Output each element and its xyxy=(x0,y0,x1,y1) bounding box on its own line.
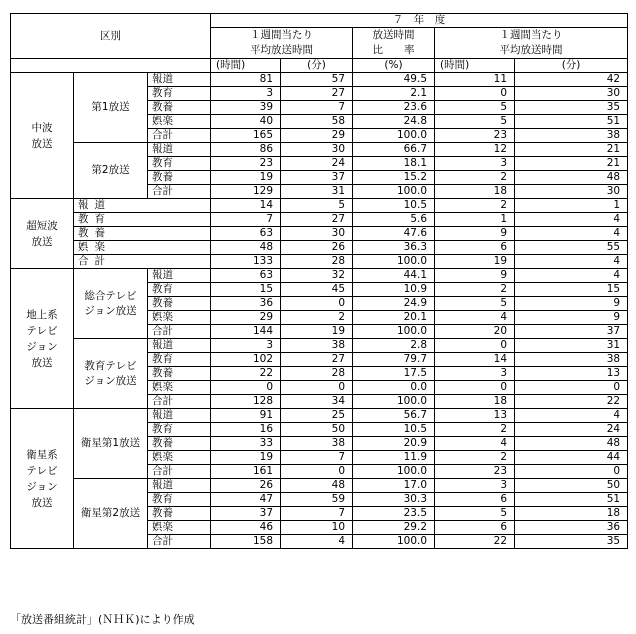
value-cell: 5 xyxy=(435,101,515,115)
section-label: 衛星系 テレビ ジョン 放送 xyxy=(11,409,74,549)
value-cell: 10.5 xyxy=(353,199,435,213)
section-label: 中波 放送 xyxy=(11,73,74,199)
value-cell: 23 xyxy=(435,465,515,479)
value-cell: 47.6 xyxy=(353,227,435,241)
header-avg-hours-2: １週間当たり 平均放送時間 xyxy=(435,28,628,59)
value-cell: 38 xyxy=(281,437,353,451)
value-cell: 2 xyxy=(435,283,515,297)
value-cell: 63 xyxy=(211,269,281,283)
value-cell: 38 xyxy=(281,339,353,353)
value-cell: 27 xyxy=(281,353,353,367)
value-cell: 29.2 xyxy=(353,521,435,535)
value-cell: 11 xyxy=(435,73,515,87)
table-row xyxy=(11,73,628,87)
value-cell: 37 xyxy=(281,171,353,185)
value-cell: 158 xyxy=(211,535,281,549)
table-row xyxy=(11,143,628,157)
category-label: 合計 xyxy=(148,325,211,339)
unit-hours: (時間) xyxy=(211,59,281,73)
value-cell: 17.5 xyxy=(353,367,435,381)
value-cell: 10 xyxy=(281,521,353,535)
value-cell: 19 xyxy=(211,171,281,185)
category-label: 娯楽 xyxy=(74,241,211,255)
category-label: 合計 xyxy=(148,465,211,479)
value-cell: 44 xyxy=(515,451,628,465)
value-cell: 10.9 xyxy=(353,283,435,297)
value-cell: 45 xyxy=(281,283,353,297)
value-cell: 44.1 xyxy=(353,269,435,283)
value-cell: 21 xyxy=(515,157,628,171)
value-cell: 4 xyxy=(515,269,628,283)
category-label: 報道 xyxy=(148,479,211,493)
category-label: 娯楽 xyxy=(148,311,211,325)
value-cell: 7 xyxy=(281,507,353,521)
value-cell: 16 xyxy=(211,423,281,437)
value-cell: 6 xyxy=(435,493,515,507)
value-cell: 33 xyxy=(211,437,281,451)
value-cell: 3 xyxy=(435,367,515,381)
value-cell: 30 xyxy=(281,227,353,241)
value-cell: 30 xyxy=(515,185,628,199)
value-cell: 11.9 xyxy=(353,451,435,465)
value-cell: 0 xyxy=(435,87,515,101)
value-cell: 21 xyxy=(515,143,628,157)
value-cell: 4 xyxy=(515,255,628,269)
value-cell: 7 xyxy=(281,101,353,115)
header-row-1 xyxy=(11,14,628,28)
category-label: 教養 xyxy=(148,437,211,451)
value-cell: 18 xyxy=(435,185,515,199)
value-cell: 24 xyxy=(281,157,353,171)
value-cell: 9 xyxy=(435,269,515,283)
broadcast-hours-table xyxy=(10,13,628,549)
value-cell: 9 xyxy=(515,311,628,325)
value-cell: 48 xyxy=(515,437,628,451)
subgroup-label: 総合テレビ ジョン放送 xyxy=(74,269,148,339)
value-cell: 100.0 xyxy=(353,129,435,143)
value-cell: 50 xyxy=(515,479,628,493)
source-note: 「放送番組統計」(ＮＨＫ)により作成 xyxy=(10,613,195,626)
header-kubun: 区別 xyxy=(11,14,211,59)
table-row xyxy=(11,409,628,423)
value-cell: 23.6 xyxy=(353,101,435,115)
value-cell: 37 xyxy=(211,507,281,521)
table-row xyxy=(11,339,628,353)
category-label: 合計 xyxy=(148,535,211,549)
value-cell: 30.3 xyxy=(353,493,435,507)
header-units-spacer xyxy=(11,59,211,73)
value-cell: 19 xyxy=(211,451,281,465)
section-label: 超短波 放送 xyxy=(11,199,74,269)
subgroup-label: 第2放送 xyxy=(74,143,148,199)
value-cell: 18.1 xyxy=(353,157,435,171)
value-cell: 0 xyxy=(435,381,515,395)
value-cell: 27 xyxy=(281,213,353,227)
subgroup-label: 教育テレビ ジョン放送 xyxy=(74,339,148,409)
value-cell: 91 xyxy=(211,409,281,423)
unit-minutes-2: (分) xyxy=(515,59,628,73)
category-label: 教育 xyxy=(148,353,211,367)
value-cell: 38 xyxy=(515,129,628,143)
value-cell: 6 xyxy=(435,521,515,535)
value-cell: 0 xyxy=(281,297,353,311)
value-cell: 24.9 xyxy=(353,297,435,311)
value-cell: 1 xyxy=(515,199,628,213)
header-units-row xyxy=(11,59,628,73)
category-label: 教育 xyxy=(148,87,211,101)
value-cell: 2 xyxy=(435,451,515,465)
value-cell: 0 xyxy=(211,381,281,395)
value-cell: 51 xyxy=(515,115,628,129)
value-cell: 3 xyxy=(211,339,281,353)
category-label: 娯楽 xyxy=(148,521,211,535)
category-label: 教育 xyxy=(148,423,211,437)
table-row xyxy=(11,227,628,241)
value-cell: 3 xyxy=(435,157,515,171)
unit-percent: (%) xyxy=(353,59,435,73)
value-cell: 36 xyxy=(211,297,281,311)
category-label: 報道 xyxy=(148,409,211,423)
category-label: 教育 xyxy=(74,213,211,227)
value-cell: 86 xyxy=(211,143,281,157)
table-row xyxy=(11,199,628,213)
value-cell: 42 xyxy=(515,73,628,87)
value-cell: 102 xyxy=(211,353,281,367)
value-cell: 165 xyxy=(211,129,281,143)
value-cell: 9 xyxy=(515,297,628,311)
value-cell: 2 xyxy=(281,311,353,325)
value-cell: 24 xyxy=(515,423,628,437)
value-cell: 40 xyxy=(211,115,281,129)
value-cell: 1 xyxy=(435,213,515,227)
category-label: 娯楽 xyxy=(148,451,211,465)
category-label: 教育 xyxy=(148,283,211,297)
unit-hours-2: (時間) xyxy=(435,59,515,73)
table-row xyxy=(11,213,628,227)
value-cell: 0 xyxy=(281,381,353,395)
category-label: 娯楽 xyxy=(148,115,211,129)
value-cell: 38 xyxy=(515,353,628,367)
value-cell: 20.1 xyxy=(353,311,435,325)
subgroup-label: 衛星第1放送 xyxy=(74,409,148,479)
value-cell: 19 xyxy=(435,255,515,269)
value-cell: 0 xyxy=(281,465,353,479)
value-cell: 0.0 xyxy=(353,381,435,395)
value-cell: 55 xyxy=(515,241,628,255)
value-cell: 5 xyxy=(435,297,515,311)
table-row xyxy=(11,479,628,493)
value-cell: 0 xyxy=(515,465,628,479)
value-cell: 22 xyxy=(515,395,628,409)
value-cell: 48 xyxy=(211,241,281,255)
value-cell: 133 xyxy=(211,255,281,269)
value-cell: 14 xyxy=(211,199,281,213)
value-cell: 49.5 xyxy=(353,73,435,87)
value-cell: 100.0 xyxy=(353,465,435,479)
value-cell: 2.8 xyxy=(353,339,435,353)
value-cell: 100.0 xyxy=(353,535,435,549)
value-cell: 5 xyxy=(435,507,515,521)
unit-minutes: (分) xyxy=(281,59,353,73)
value-cell: 59 xyxy=(281,493,353,507)
category-label: 合計 xyxy=(148,185,211,199)
category-label: 報道 xyxy=(148,143,211,157)
value-cell: 79.7 xyxy=(353,353,435,367)
value-cell: 2 xyxy=(435,199,515,213)
category-label: 報道 xyxy=(74,199,211,213)
value-cell: 4 xyxy=(515,213,628,227)
value-cell: 15 xyxy=(515,283,628,297)
value-cell: 4 xyxy=(281,535,353,549)
value-cell: 2 xyxy=(435,423,515,437)
value-cell: 63 xyxy=(211,227,281,241)
value-cell: 4 xyxy=(515,409,628,423)
value-cell: 47 xyxy=(211,493,281,507)
value-cell: 24.8 xyxy=(353,115,435,129)
value-cell: 4 xyxy=(515,227,628,241)
value-cell: 12 xyxy=(435,143,515,157)
value-cell: 58 xyxy=(281,115,353,129)
value-cell: 36 xyxy=(515,521,628,535)
header-ratio: 放送時間 比 率 xyxy=(353,28,435,59)
section-label: 地上系 テレビ ジョン 放送 xyxy=(11,269,74,409)
subgroup-label: 第1放送 xyxy=(74,73,148,143)
value-cell: 39 xyxy=(211,101,281,115)
value-cell: 128 xyxy=(211,395,281,409)
value-cell: 29 xyxy=(281,129,353,143)
value-cell: 46 xyxy=(211,521,281,535)
value-cell: 48 xyxy=(281,479,353,493)
value-cell: 31 xyxy=(515,339,628,353)
value-cell: 13 xyxy=(515,367,628,381)
value-cell: 129 xyxy=(211,185,281,199)
value-cell: 15.2 xyxy=(353,171,435,185)
value-cell: 7 xyxy=(211,213,281,227)
value-cell: 22 xyxy=(211,367,281,381)
category-label: 合計 xyxy=(74,255,211,269)
category-label: 合計 xyxy=(148,129,211,143)
value-cell: 3 xyxy=(211,87,281,101)
value-cell: 25 xyxy=(281,409,353,423)
value-cell: 18 xyxy=(515,507,628,521)
value-cell: 5.6 xyxy=(353,213,435,227)
category-label: 教養 xyxy=(148,507,211,521)
value-cell: 2 xyxy=(435,171,515,185)
value-cell: 2.1 xyxy=(353,87,435,101)
value-cell: 10.5 xyxy=(353,423,435,437)
value-cell: 81 xyxy=(211,73,281,87)
value-cell: 34 xyxy=(281,395,353,409)
value-cell: 144 xyxy=(211,325,281,339)
value-cell: 0 xyxy=(435,339,515,353)
value-cell: 27 xyxy=(281,87,353,101)
value-cell: 4 xyxy=(435,437,515,451)
value-cell: 28 xyxy=(281,255,353,269)
value-cell: 23 xyxy=(435,129,515,143)
value-cell: 19 xyxy=(281,325,353,339)
header-year: ７ 年 度 xyxy=(211,14,628,28)
value-cell: 6 xyxy=(435,241,515,255)
value-cell: 50 xyxy=(281,423,353,437)
category-label: 教養 xyxy=(148,367,211,381)
category-label: 合計 xyxy=(148,395,211,409)
value-cell: 23 xyxy=(211,157,281,171)
value-cell: 100.0 xyxy=(353,255,435,269)
category-label: 教養 xyxy=(148,171,211,185)
value-cell: 23.5 xyxy=(353,507,435,521)
category-label: 教養 xyxy=(148,297,211,311)
value-cell: 22 xyxy=(435,535,515,549)
value-cell: 0 xyxy=(515,381,628,395)
value-cell: 18 xyxy=(435,395,515,409)
category-label: 教養 xyxy=(148,101,211,115)
value-cell: 13 xyxy=(435,409,515,423)
value-cell: 32 xyxy=(281,269,353,283)
value-cell: 57 xyxy=(281,73,353,87)
value-cell: 36.3 xyxy=(353,241,435,255)
value-cell: 26 xyxy=(281,241,353,255)
category-label: 娯楽 xyxy=(148,381,211,395)
value-cell: 14 xyxy=(435,353,515,367)
value-cell: 28 xyxy=(281,367,353,381)
category-label: 教養 xyxy=(74,227,211,241)
value-cell: 100.0 xyxy=(353,185,435,199)
value-cell: 100.0 xyxy=(353,395,435,409)
value-cell: 4 xyxy=(435,311,515,325)
table-row xyxy=(11,255,628,269)
value-cell: 35 xyxy=(515,101,628,115)
value-cell: 5 xyxy=(435,115,515,129)
value-cell: 17.0 xyxy=(353,479,435,493)
value-cell: 5 xyxy=(281,199,353,213)
category-label: 教育 xyxy=(148,493,211,507)
value-cell: 35 xyxy=(515,535,628,549)
value-cell: 26 xyxy=(211,479,281,493)
value-cell: 37 xyxy=(515,325,628,339)
value-cell: 100.0 xyxy=(353,325,435,339)
value-cell: 51 xyxy=(515,493,628,507)
value-cell: 20 xyxy=(435,325,515,339)
table-row xyxy=(11,269,628,283)
value-cell: 30 xyxy=(515,87,628,101)
category-label: 報道 xyxy=(148,73,211,87)
value-cell: 29 xyxy=(211,311,281,325)
value-cell: 30 xyxy=(281,143,353,157)
category-label: 報道 xyxy=(148,269,211,283)
value-cell: 31 xyxy=(281,185,353,199)
category-label: 報道 xyxy=(148,339,211,353)
value-cell: 56.7 xyxy=(353,409,435,423)
value-cell: 9 xyxy=(435,227,515,241)
value-cell: 66.7 xyxy=(353,143,435,157)
value-cell: 20.9 xyxy=(353,437,435,451)
header-avg-hours: １週間当たり 平均放送時間 xyxy=(211,28,353,59)
value-cell: 161 xyxy=(211,465,281,479)
category-label: 教育 xyxy=(148,157,211,171)
value-cell: 7 xyxy=(281,451,353,465)
subgroup-label: 衛星第2放送 xyxy=(74,479,148,549)
value-cell: 48 xyxy=(515,171,628,185)
table-row xyxy=(11,241,628,255)
value-cell: 3 xyxy=(435,479,515,493)
value-cell: 15 xyxy=(211,283,281,297)
